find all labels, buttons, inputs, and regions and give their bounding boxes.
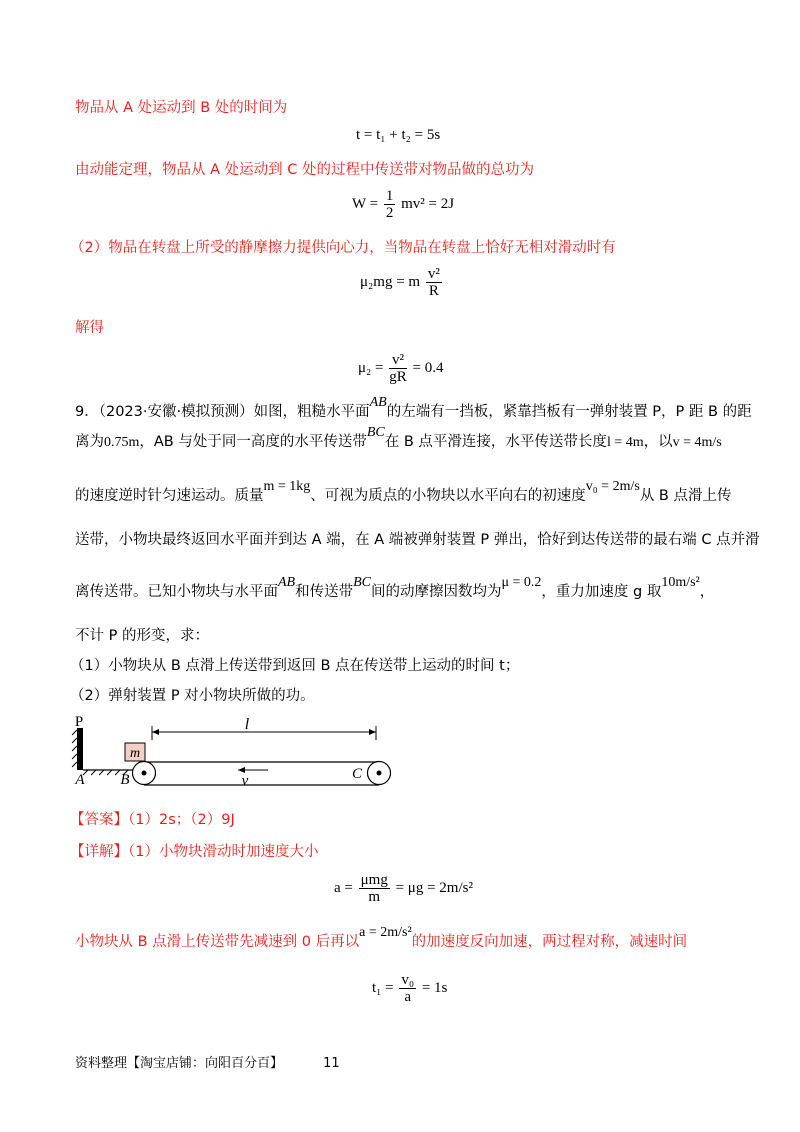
- problem-line-6: 不计 P 的形变，求：: [75, 628, 209, 644]
- detail-text-6b: 的加速度反向加速，两过程对称，减速时间: [411, 934, 688, 950]
- problem-distance: 0.75m: [104, 435, 140, 450]
- label-m: m: [129, 746, 141, 761]
- problem-text-2c: 在 B 点平滑连接，水平传送带长度: [384, 434, 607, 450]
- problem-line-4: 送带，小物块最终返回水平面并到达 A 端，在 A 端被弹射装置 P 弹出，恰好到达传送带的最右端 C 点并滑: [75, 532, 760, 548]
- formula-accel-den: m: [368, 889, 381, 905]
- problem-bc: BC: [366, 425, 385, 440]
- problem-text-3a: 的速度逆时针匀速运动。质量: [75, 488, 264, 504]
- problem-ab-2: AB: [278, 575, 296, 590]
- formula-t1-den: a: [404, 989, 412, 1005]
- formula-t1-num: v₀: [401, 972, 415, 988]
- problem-text-5e: ，: [699, 584, 715, 600]
- label-b: B: [120, 772, 130, 788]
- problem-mass: m = 1kg: [263, 479, 311, 494]
- problem-text-2d: ，以: [643, 434, 673, 450]
- problem-text-5b: 和传送带: [295, 584, 354, 600]
- formula-t1-fraction: [399, 972, 416, 1005]
- problem-text-5c: 间的动摩擦因数均为: [371, 584, 502, 600]
- pulley-b-axle: [142, 771, 147, 776]
- label-a: A: [75, 772, 85, 788]
- answer-label: 【答案】: [70, 812, 128, 828]
- solution-line-work: 由动能定理，物品从 A 处运动到 C 处的过程中传送带对物品做的总功为: [75, 162, 534, 178]
- formula-friction: [360, 266, 444, 299]
- wall-hatching: [72, 730, 77, 767]
- label-p: P: [74, 714, 84, 730]
- problem-bc-2: BC: [353, 575, 371, 590]
- problem-ab: AB: [369, 395, 387, 410]
- formula-accel-fraction: [359, 872, 390, 905]
- formula-mu2-lhs: μ₂ =: [358, 359, 384, 376]
- answer-line: [70, 810, 235, 830]
- solution-line-friction: （2）物品在转盘上所受的静摩擦力提供向心力，当物品在转盘上恰好无相对滑动时有: [70, 240, 616, 256]
- problem-line-3: [75, 479, 732, 507]
- problem-line-5: [75, 575, 715, 603]
- solution-line-time: 物品从 A 处运动到 B 处的时间为: [75, 100, 288, 116]
- problem-v0: v₀ = 2m/s: [585, 479, 640, 494]
- problem-length: l = 4m: [606, 435, 644, 450]
- footer-text: 资料整理【淘宝店铺：向阳百分百】: [75, 1056, 284, 1071]
- formula-t1-lhs: t₁ =: [372, 979, 394, 996]
- formula-work-rhs: mv² = 2J: [401, 195, 455, 212]
- detail-label: 【详解】: [70, 844, 128, 860]
- formula-work: [352, 188, 454, 221]
- problem-text-2b: ，AB 与处于同一高度的水平传送带: [139, 434, 367, 450]
- formula-work-lhs: W =: [352, 195, 379, 212]
- formula-friction-num: v²: [427, 266, 440, 282]
- problem-g: 10m/s²: [661, 575, 700, 590]
- problem-line-1: [75, 395, 752, 423]
- formula-work-num: 1: [385, 188, 394, 204]
- formula-t1: [372, 972, 447, 1005]
- problem-line-2: [75, 425, 722, 453]
- formula-work-den: 2: [385, 205, 394, 221]
- problem-text-2a: 离为: [75, 434, 104, 450]
- detail-accel-inline: a = 2m/s²: [359, 925, 412, 940]
- problem-text-3c: 从 B 点滑上传: [639, 488, 732, 504]
- question-1: （1）小物块从 B 点滑上传送带到返回 B 点在传送带上运动的时间 t；: [70, 658, 520, 674]
- formula-accel-lhs: a =: [334, 879, 353, 896]
- length-arrow-right: [369, 729, 376, 735]
- formula-work-fraction: [384, 188, 396, 221]
- formula-mu2-den: gR: [389, 369, 407, 385]
- detail-text: （1）小物块滑动时加速度大小: [128, 844, 319, 860]
- formula-acceleration: [334, 872, 473, 905]
- formula-mu2: [358, 352, 443, 385]
- solution-line-solve: 解得: [75, 320, 104, 336]
- problem-text-3b: 、可视为质点的小物块以水平向右的初速度: [310, 488, 586, 504]
- problem-text-1a: 9．（2023·安徽·模拟预测）如图，粗糙水平面: [75, 404, 370, 420]
- baffle-wall: [77, 728, 83, 770]
- formula-accel-rhs: = μg = 2m/s²: [395, 879, 473, 896]
- answer-text: （1）2s；（2）9J: [128, 812, 235, 828]
- detail-line-2: [75, 925, 688, 953]
- formula-friction-den: R: [428, 283, 439, 299]
- pulley-c-axle: [377, 771, 382, 776]
- problem-speed: v = 4m/s: [672, 435, 722, 450]
- formula-total-time: t = t₁ + t₂ = 5s: [356, 127, 441, 143]
- page-number: 11: [323, 1056, 340, 1071]
- formula-friction-fraction: [426, 266, 442, 299]
- detail-line: [70, 842, 318, 862]
- formula-mu2-num: v²: [389, 352, 407, 369]
- formula-accel-num: μmg: [360, 872, 388, 888]
- formula-t1-rhs: = 1s: [421, 979, 448, 996]
- problem-text-5d: ，重力加速度 g 取: [541, 584, 662, 600]
- problem-text-1b: 的左端有一挡板，紧靠挡板有一弹射装置 P，P 距 B 的距: [386, 404, 752, 420]
- detail-text-6a: 小物块从 B 点滑上传送带先减速到 0 后再以: [75, 934, 360, 950]
- formula-friction-lhs: μ₂mg = m: [360, 273, 421, 290]
- problem-mu: μ = 0.2: [501, 575, 542, 590]
- label-v: v: [241, 773, 249, 788]
- label-l: l: [244, 716, 250, 733]
- length-arrow-left: [152, 729, 159, 735]
- formula-mu2-fraction: [389, 352, 407, 385]
- problem-text-5a: 离传送带。已知小物块与水平面: [75, 584, 278, 600]
- question-2: （2）弹射装置 P 对小物块所做的功。: [70, 688, 315, 704]
- formula-mu2-rhs: = 0.4: [412, 359, 444, 376]
- page-footer: [75, 1052, 340, 1071]
- label-c: C: [351, 766, 363, 782]
- conveyor-diagram: [70, 712, 400, 788]
